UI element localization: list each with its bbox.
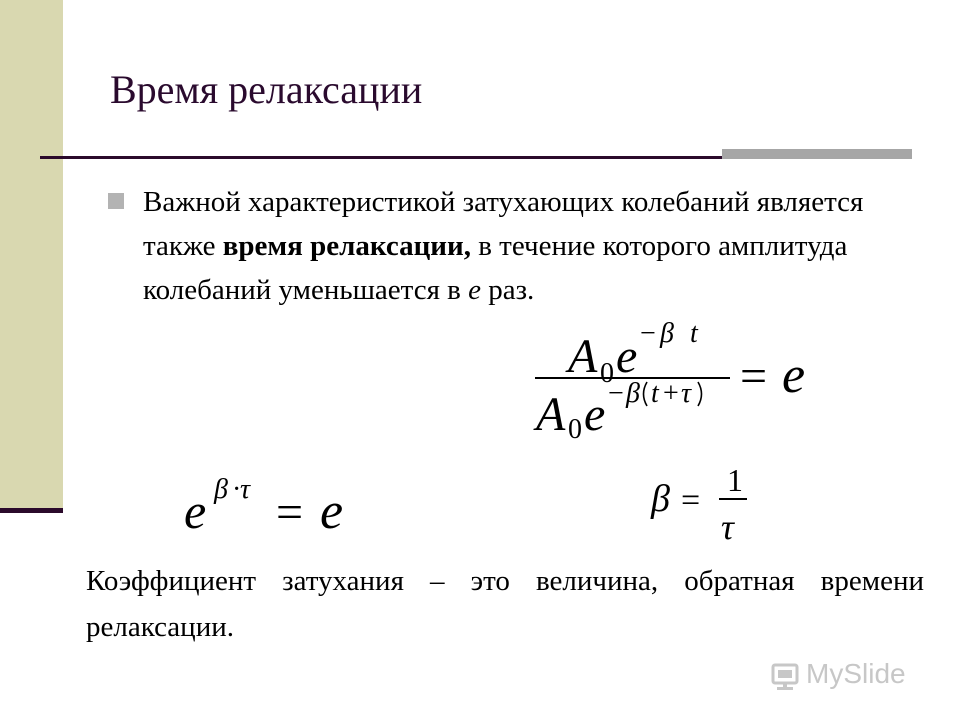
svg-text:e: e [184,483,207,539]
svg-text:0: 0 [600,358,614,389]
svg-text:β: β [214,474,228,505]
svg-text:t: t [690,318,698,349]
formula-ratio [530,310,850,440]
bullet-marker [108,193,124,209]
title-rule-accent [722,149,912,159]
svg-text:e: e [320,483,344,540]
formula-beta [645,455,755,545]
bullet-text-part3: раз. [480,274,535,306]
side-decoration-line [0,508,63,513]
slide-title: Время релаксации [110,67,423,112]
svg-text:1: 1 [727,462,743,498]
bullet-text [143,180,903,312]
svg-text:A: A [536,388,566,440]
svg-text:e: e [782,347,806,404]
svg-text:A: A [568,330,598,383]
bullet-text-bold: время релаксации, [222,230,471,262]
bullet-text-part2: в течение которого амплитуда колебаний уменьшается в [143,230,848,306]
svg-text:−: − [608,378,624,409]
svg-text:+: + [663,378,679,409]
svg-text:=: = [740,350,768,403]
svg-text:e: e [584,388,606,440]
svg-text:=: = [681,482,701,519]
formula-exp [180,470,360,540]
svg-text:−: − [640,318,656,349]
myslide-logo [770,656,930,696]
bullet-text-part1: Важной характеристикой затухающих колебаний является также [143,186,864,262]
svg-text:·: · [232,474,242,505]
svg-text:β: β [626,378,640,409]
svg-text:e: e [616,330,638,383]
svg-text:τ: τ [681,378,692,409]
caption-text: Коэффициент затухания – это величина, обратная времени релаксации. [86,565,924,643]
svg-text:0: 0 [568,414,582,440]
svg-text:τ: τ [721,507,734,545]
myslide-logo-icon [770,660,800,690]
bullet-text-italic: е [468,274,481,306]
svg-text:t: t [651,378,659,409]
svg-text:=: = [276,486,304,539]
myslide-logo-text: MySlide [806,658,906,689]
svg-text:τ: τ [240,474,251,505]
side-decoration-bar [0,0,63,510]
svg-text:β: β [651,478,670,520]
svg-text:β: β [660,318,674,349]
